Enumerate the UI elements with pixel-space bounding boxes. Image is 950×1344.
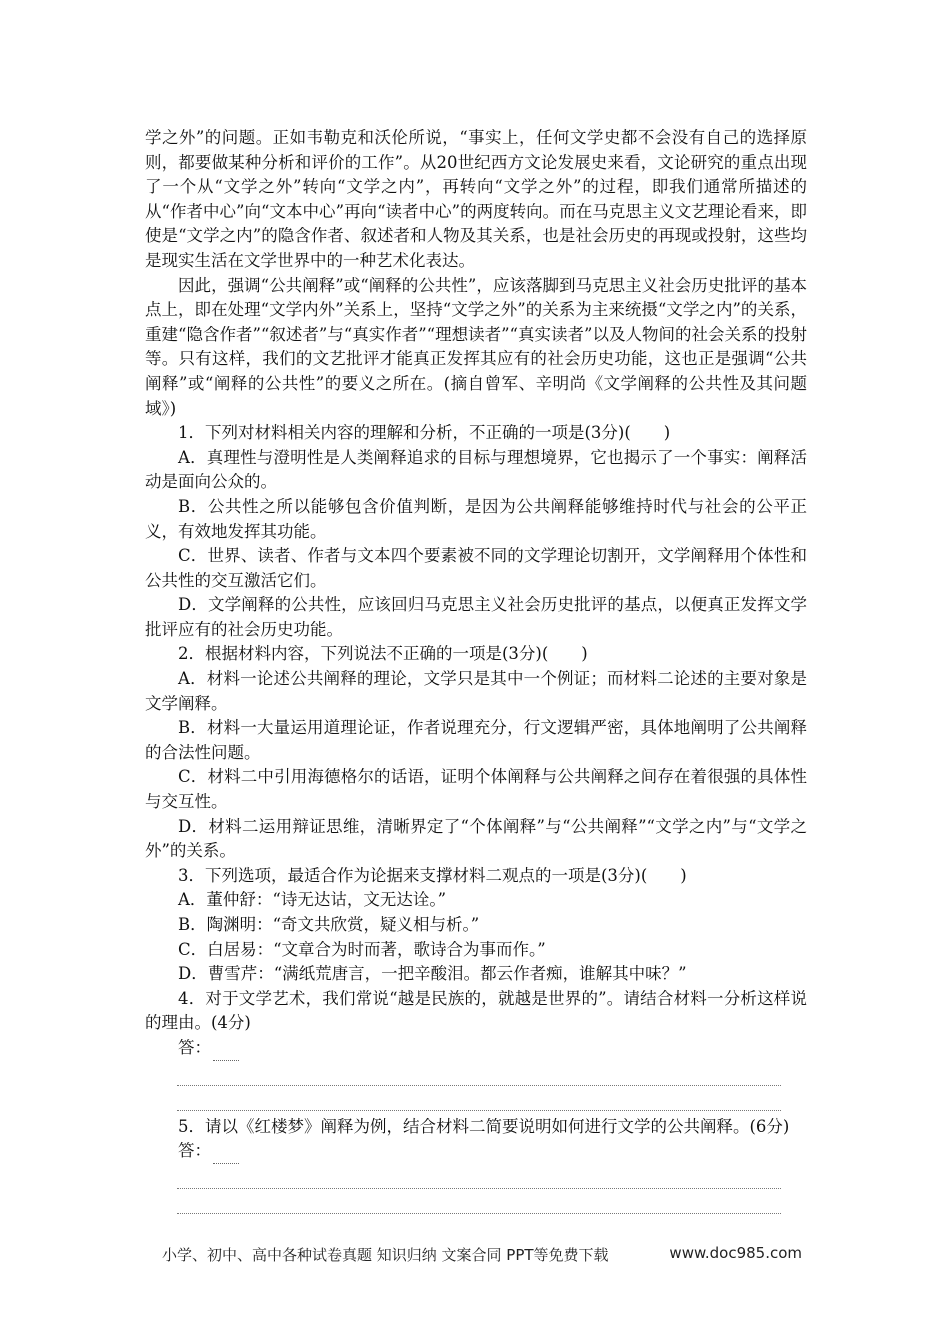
question-4-stem: 4．对于文学艺术，我们常说“越是民族的，就越是世界的”。请结合材料一分析这样说的理由。(4分): [145, 988, 807, 1033]
question-1-option-c: C．世界、读者、作者与文本四个要素被不同的文学理论切割开，文学阐释用个体性和公共性的交互激活它们。: [145, 546, 807, 590]
question-3-option-c: C．白居易：“文章合为时而著，歌诗合为事而作。”: [178, 939, 546, 959]
question-5-answer-line-1[interactable]: [177, 1164, 781, 1189]
question-5-answer-label: 答：: [178, 1141, 211, 1161]
question-4-answer-blank[interactable]: [213, 1046, 239, 1061]
footer-website-link[interactable]: www.doc985.com: [669, 1244, 802, 1262]
question-5-answer-row: [145, 1139, 807, 1164]
question-4-answer-row: [145, 1036, 807, 1061]
question-2-option-a: A．材料一论述公共阐释的理论，文学只是其中一个例证；而材料二论述的主要对象是文学阐释。: [145, 669, 807, 713]
question-3-stem: 3．下列选项，最适合作为论据来支撑材料二观点的一项是(3分)( ): [178, 865, 687, 885]
question-3-option-b: B．陶渊明：“奇文共欣赏，疑义相与析。”: [178, 915, 480, 934]
question-1-option-b: B．公共性之所以能够包含价值判断，是因为公共阐释能够维持时代与社会的公平正义，有效地发挥其功能。: [145, 496, 807, 541]
page-footer: [162, 1244, 802, 1265]
passage-paragraph-2: 因此，强调“公共阐释”或“阐释的公共性”，应该落脚到马克思主义社会历史批评的基本点上，即在处理“文学内外”关系上，坚持“文学之外”的关系为主来统摄“文学之内”的关系，重建“隐含作者”“叙述者”与“真实作者”“理想读者”“真实读者”以及人物间的社会关系的投射等。只有这样，我们的文艺批评才能真正发挥其应有的社会历史功能，这也正是强调“公共阐释”或“阐释的公共性”的要义之所在。(摘自曾军、辛明尚《文学阐释的公共性及其问题域》): [145, 275, 807, 418]
question-3-option-a: A．董仲舒：“诗无达诂，文无达诠。”: [178, 890, 447, 910]
document-body: [145, 126, 807, 1214]
footer-promo-text: 小学、初中、高中各种试卷真题 知识归纳 文案合同 PPT等免费下载: [162, 1246, 609, 1264]
question-4-answer-line-1[interactable]: [177, 1061, 781, 1086]
question-5-answer-blank[interactable]: [213, 1149, 239, 1164]
question-4-answer-line-2[interactable]: [177, 1086, 781, 1111]
question-2-option-c: C．材料二中引用海德格尔的话语，证明个体阐释与公共阐释之间存在着很强的具体性与交互性。: [145, 767, 807, 812]
question-5-stem: 5．请以《红楼梦》阐释为例，结合材料二简要说明如何进行文学的公共阐释。(6分): [178, 1116, 790, 1136]
question-5-answer-line-2[interactable]: [177, 1189, 781, 1214]
passage-paragraph-1: 学之外”的问题。正如韦勒克和沃伦所说，“事实上，任何文学史都不会没有自己的选择原则，都要做某种分析和评价的工作”。从20世纪西方文论发展史来看，文论研究的重点出现了一个从“文学之外”转向“文学之内”，再转向“文学之外”的过程，即我们通常所描述的从“作者中心”向“文本中心”再向“读者中心”的两度转向。而在马克思主义文艺理论看来，即使是“文学之内”的隐含作者、叙述者和人物及其关系，也是社会历史的再现或投射，这些均是现实生活在文学世界中的一种艺术化表达。: [145, 128, 807, 270]
question-2-stem: 2．根据材料内容，下列说法不正确的一项是(3分)( ): [178, 644, 588, 664]
question-3-option-d: D．曹雪芹：“满纸荒唐言，一把辛酸泪。都云作者痴，谁解其中味？”: [178, 964, 687, 984]
question-2-option-d: D．材料二运用辩证思维，清晰界定了“个体阐释”与“公共阐释”“文学之内”与“文学之外”的关系。: [145, 816, 807, 861]
question-1-option-d: D．文学阐释的公共性，应该回归马克思主义社会历史批评的基点，以便真正发挥文学批评应有的社会历史功能。: [145, 595, 807, 639]
question-4-answer-label: 答：: [178, 1037, 211, 1057]
question-1-stem: 1．下列对材料相关内容的理解和分析，不正确的一项是(3分)( ): [178, 423, 671, 443]
question-1-option-a: A．真理性与澄明性是人类阐释追求的目标与理想境界，它也揭示了一个事实：阐释活动是面向公众的。: [145, 447, 807, 492]
question-2-option-b: B．材料一大量运用道理论证，作者说理充分，行文逻辑严密，具体地阐明了公共阐释的合法性问题。: [145, 718, 807, 762]
